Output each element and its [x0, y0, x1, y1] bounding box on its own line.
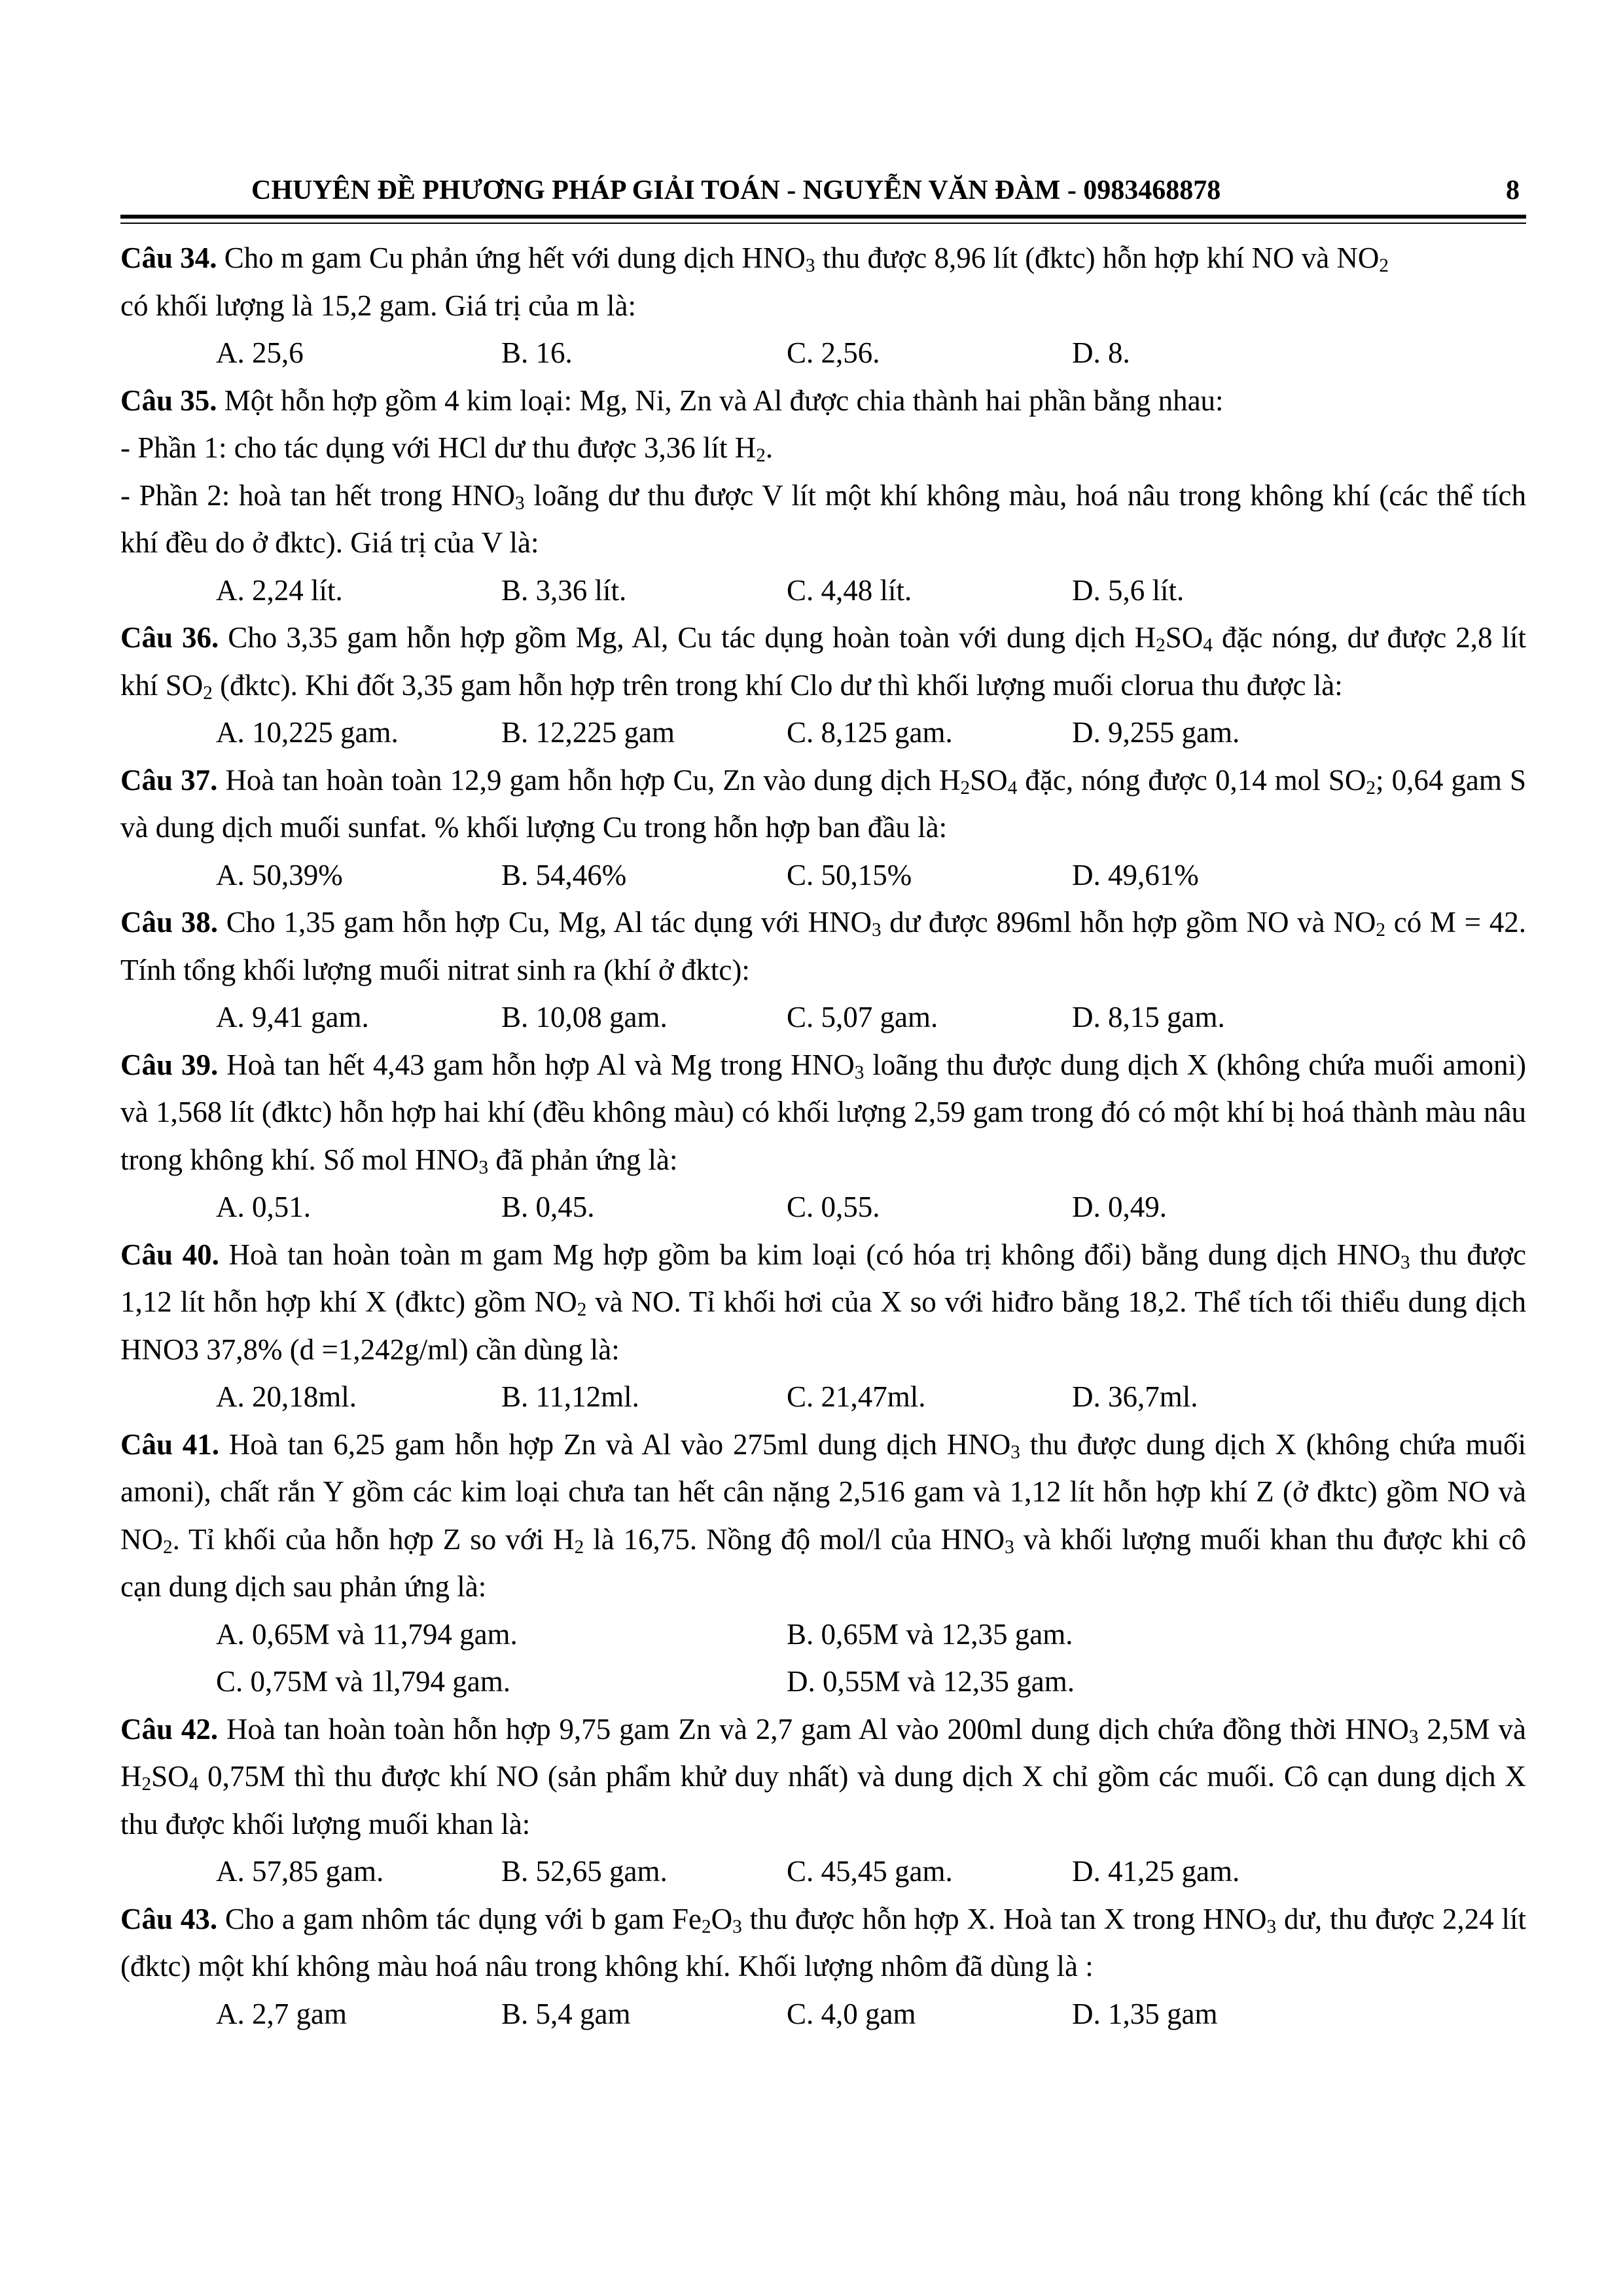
subscript: 3 — [871, 919, 882, 941]
subscript: 3 — [1408, 1726, 1419, 1748]
answer-option: D. 0,49. — [1072, 1191, 1167, 1223]
answer-option: C. 8,125 gam. — [787, 716, 953, 749]
question-block — [120, 899, 1526, 1041]
answer-option: D. 49,61% — [1072, 858, 1199, 891]
question-text: có khối lượng là 15,2 gam. Giá trị của m là: — [120, 289, 637, 322]
subscript: 2 — [1376, 919, 1385, 941]
subscript: 2 — [163, 1536, 173, 1558]
subscript: 2 — [574, 1536, 584, 1558]
question-label: Câu 43. — [120, 1902, 218, 1935]
subscript: 3 — [515, 492, 525, 514]
question-text: Câu 40. Hoà tan hoàn toàn m gam Mg hợp gồm ba kim loại (có hóa trị không đổi) bằng dung dịch $HNO_3$ thu được 1,12 lít hỗn hợp khí X (đktc) gồm $NO_2$ và NO. Tỉ khối hơi của X so với hiđro bằng 18,2. Thể tích tối thiểu dung dịch HNO3 37,8% (d =1,242g/ml) cần dùng là: — [120, 1238, 1527, 1366]
subscript: 3 — [854, 1062, 865, 1083]
answer-option: A. 0,65M và 11,794 gam. — [216, 1617, 518, 1651]
question-text: Câu 43. Cho a gam nhôm tác dụng với b gam $Fe_2O_3$ thu được hỗn hợp X. Hoà tan X trong $HNO_3$ dư, thu được 2,24 lít (đktc) một khí không màu hoá nâu trong không khí. Khối lượng nhôm đã dùng là : — [120, 1902, 1526, 1982]
question-block — [120, 1041, 1526, 1231]
question-text: - Phần 1: cho tác dụng với HCl dư thu được 3,36 lít $H_2$. — [120, 431, 774, 466]
question-text: Câu 36. Cho 3,35 gam hỗn hợp gồm Mg, Al, Cu tác dụng hoàn toàn với dung dịch $H_2SO_4$ đặc nóng, dư được 2,8 lít khí $SO_2$ (đktc). Khi đốt 3,35 gam hỗn hợp trên trong khí Clo dư thì khối lượng muối clorua thu được là: — [120, 621, 1526, 704]
question-label: Câu 35. — [120, 384, 217, 417]
answer-option: A. 9,41 gam. — [216, 1001, 369, 1033]
answer-option: B. 12,225 gam — [501, 716, 675, 749]
question-text: Câu 42. Hoà tan hoàn toàn hỗn hợp 9,75 gam Zn và 2,7 gam Al vào 200ml dung dịch chứa đồng thời $HNO_3$ 2,5M và $H_2SO_4$ 0,75M thì thu được khí NO (sản phẩm khử duy nhất) và dung dịch X chỉ gồm các muối. Cô cạn dung dịch X thu được khối lượng muối khan là: — [120, 1712, 1526, 1840]
subscript: 2 — [1156, 634, 1166, 656]
answer-option: C. 50,15% — [787, 858, 912, 891]
question-text: Câu 35. Một hỗn hợp gồm 4 kim loại: Mg, Ni, Zn và Al được chia thành hai phần bằng nhau: — [120, 384, 1224, 417]
answer-option: C. 21,47ml. — [787, 1380, 926, 1413]
question-text: - Phần 2: hoà tan hết trong $HNO_3$ loãng dư thu được V lít một khí không màu, hoá nâu trong không khí (các thể tích khí đều do ở đktc). Giá trị của V là: — [120, 478, 1526, 559]
answer-options — [120, 1611, 1526, 1659]
question-text: Câu 41. Hoà tan 6,25 gam hỗn hợp Zn và Al vào 275ml dung dịch $HNO_3$ thu được dung dịch X (không chứa muối amoni), chất rắn Y gồm các kim loại chưa tan hết cân nặng 2,516 gam và 1,12 lít hỗn hợp khí Z (ở đktc) gồm NO và $NO_2$. Tỉ khối của hỗn hợp Z so với $H_2$ là 16,75. Nồng độ mol/l của $HNO_3$ và khối lượng muối khan thu được khi cô cạn dung dịch sau phản ứng là: — [120, 1427, 1527, 1603]
subscript: 2 — [141, 1773, 152, 1795]
question-label: Câu 38. — [120, 906, 218, 939]
subscript: 3 — [1266, 1916, 1277, 1937]
question-label: Câu 36. — [120, 621, 219, 654]
question-block — [120, 757, 1526, 899]
answer-option: B. 0,45. — [501, 1191, 595, 1223]
question-label: Câu 37. — [120, 763, 218, 797]
answer-option: D. 8,15 gam. — [1072, 1001, 1225, 1033]
subscript: 2 — [960, 777, 971, 798]
answer-option: A. 25,6 — [216, 336, 304, 369]
subscript: 4 — [1203, 634, 1213, 656]
question-text: Câu 34. Cho m gam Cu phản ứng hết với dung dịch $HNO_3$ thu được 8,96 lít (đktc) hỗn hợp khí NO và $NO_2$ — [120, 242, 1389, 276]
question-block — [120, 1231, 1526, 1421]
answer-option: A. 2,7 gam — [216, 1997, 347, 2030]
question-block — [120, 1421, 1526, 1706]
answer-option: D. 8. — [1072, 336, 1130, 369]
answer-option: A. 20,18ml. — [216, 1380, 357, 1413]
answer-option: B. 0,65M và 12,35 gam. — [787, 1617, 1073, 1651]
subscript: 3 — [478, 1157, 489, 1178]
answer-option: A. 2,24 lít. — [216, 573, 343, 607]
page-header — [120, 168, 1526, 213]
answer-options — [120, 1373, 1526, 1421]
question-text: Câu 37. Hoà tan hoàn toàn 12,9 gam hỗn hợp Cu, Zn vào dung dịch $H_2SO_4$ đặc, nóng được 0,14 mol $SO_2$; 0,64 gam S và dung dịch muối sunfat. % khối lượng Cu trong hỗn hợp ban đầu là: — [120, 763, 1527, 844]
answer-option: B. 52,65 gam. — [501, 1855, 668, 1888]
answer-option: C. 5,07 gam. — [787, 1001, 938, 1033]
subscript: 2 — [756, 444, 766, 466]
question-label: Câu 41. — [120, 1427, 220, 1461]
subscript: 4 — [188, 1773, 199, 1795]
question-block — [120, 377, 1526, 615]
answer-option: B. 5,4 gam — [501, 1997, 631, 2030]
answer-option: D. 9,255 gam. — [1072, 716, 1240, 749]
subscript: 2 — [577, 1299, 587, 1320]
question-label: Câu 42. — [120, 1712, 219, 1746]
answer-option: A. 0,51. — [216, 1191, 311, 1223]
answer-options — [120, 1990, 1526, 2038]
answer-option: B. 16. — [501, 336, 573, 369]
question-label: Câu 40. — [120, 1238, 219, 1271]
subscript: 3 — [732, 1916, 742, 1937]
subscript: 3 — [1005, 1536, 1014, 1558]
answer-option: D. 0,55M và 12,35 gam. — [787, 1665, 1075, 1698]
question-label: Câu 39. — [120, 1048, 219, 1081]
subscript: 3 — [805, 255, 815, 276]
subscript: 2 — [701, 1916, 711, 1937]
answer-options — [120, 1658, 1526, 1706]
subscript: 2 — [203, 682, 213, 704]
answer-option: D. 41,25 gam. — [1072, 1855, 1240, 1888]
answer-option: C. 0,55. — [787, 1191, 880, 1223]
answer-options — [120, 1183, 1526, 1231]
subscript: 2 — [1379, 255, 1389, 276]
answer-options — [120, 709, 1526, 757]
answer-option: C. 2,56. — [787, 336, 880, 369]
answer-options — [120, 1848, 1526, 1895]
answer-options — [120, 994, 1526, 1041]
answer-option: C. 4,0 gam — [787, 1997, 916, 2030]
header-title: CHUYÊN ĐỀ PHƯƠNG PHÁP GIẢI TOÁN - NGUYỄN VĂN ĐÀM - 0983468878 — [251, 175, 1221, 206]
answer-option: C. 45,45 gam. — [787, 1855, 953, 1888]
answer-options — [120, 852, 1526, 899]
question-label: Câu 34. — [120, 242, 217, 274]
header-rule-thin — [120, 223, 1526, 224]
answer-option: C. 4,48 lít. — [787, 573, 912, 607]
answer-option: B. 3,36 lít. — [501, 573, 627, 607]
header-rule-thick — [120, 215, 1526, 219]
answer-option: A. 57,85 gam. — [216, 1855, 384, 1888]
answer-option: A. 50,39% — [216, 858, 343, 891]
question-block — [120, 614, 1526, 757]
question-block — [120, 234, 1526, 377]
question-list — [120, 234, 1526, 2037]
subscript: 3 — [1400, 1251, 1410, 1273]
answer-option: D. 36,7ml. — [1072, 1380, 1198, 1413]
subscript: 3 — [1010, 1441, 1020, 1463]
question-block — [120, 1706, 1526, 1895]
answer-options — [120, 567, 1526, 615]
page-number: 8 — [1506, 175, 1520, 206]
answer-option: A. 10,225 gam. — [216, 716, 399, 749]
answer-option: B. 11,12ml. — [501, 1380, 639, 1413]
subscript: 4 — [1007, 777, 1018, 798]
answer-options — [120, 329, 1526, 377]
answer-option: B. 10,08 gam. — [501, 1001, 668, 1033]
answer-option: B. 54,46% — [501, 858, 627, 891]
answer-option: C. 0,75M và 1l,794 gam. — [216, 1665, 510, 1698]
question-block — [120, 1895, 1526, 2038]
question-text: Câu 38. Cho 1,35 gam hỗn hợp Cu, Mg, Al tác dụng với $HNO_3$ dư được 896ml hỗn hợp gồm NO và $NO_2$ có M = 42. Tính tổng khối lượng muối nitrat sinh ra (khí ở đktc): — [120, 906, 1526, 986]
subscript: 2 — [1366, 777, 1376, 798]
answer-option: D. 5,6 lít. — [1072, 573, 1185, 607]
answer-option: D. 1,35 gam — [1072, 1997, 1218, 2030]
question-text: Câu 39. Hoà tan hết 4,43 gam hỗn hợp Al và Mg trong $HNO_3$ loãng thu được dung dịch X (không chứa muối amoni) và 1,568 lít (đktc) hỗn hợp hai khí (đều không màu) có khối lượng 2,59 gam trong đó có một khí bị hoá thành màu nâu trong không khí. Số mol $HNO_3$ đã phản ứng là: — [120, 1048, 1526, 1178]
